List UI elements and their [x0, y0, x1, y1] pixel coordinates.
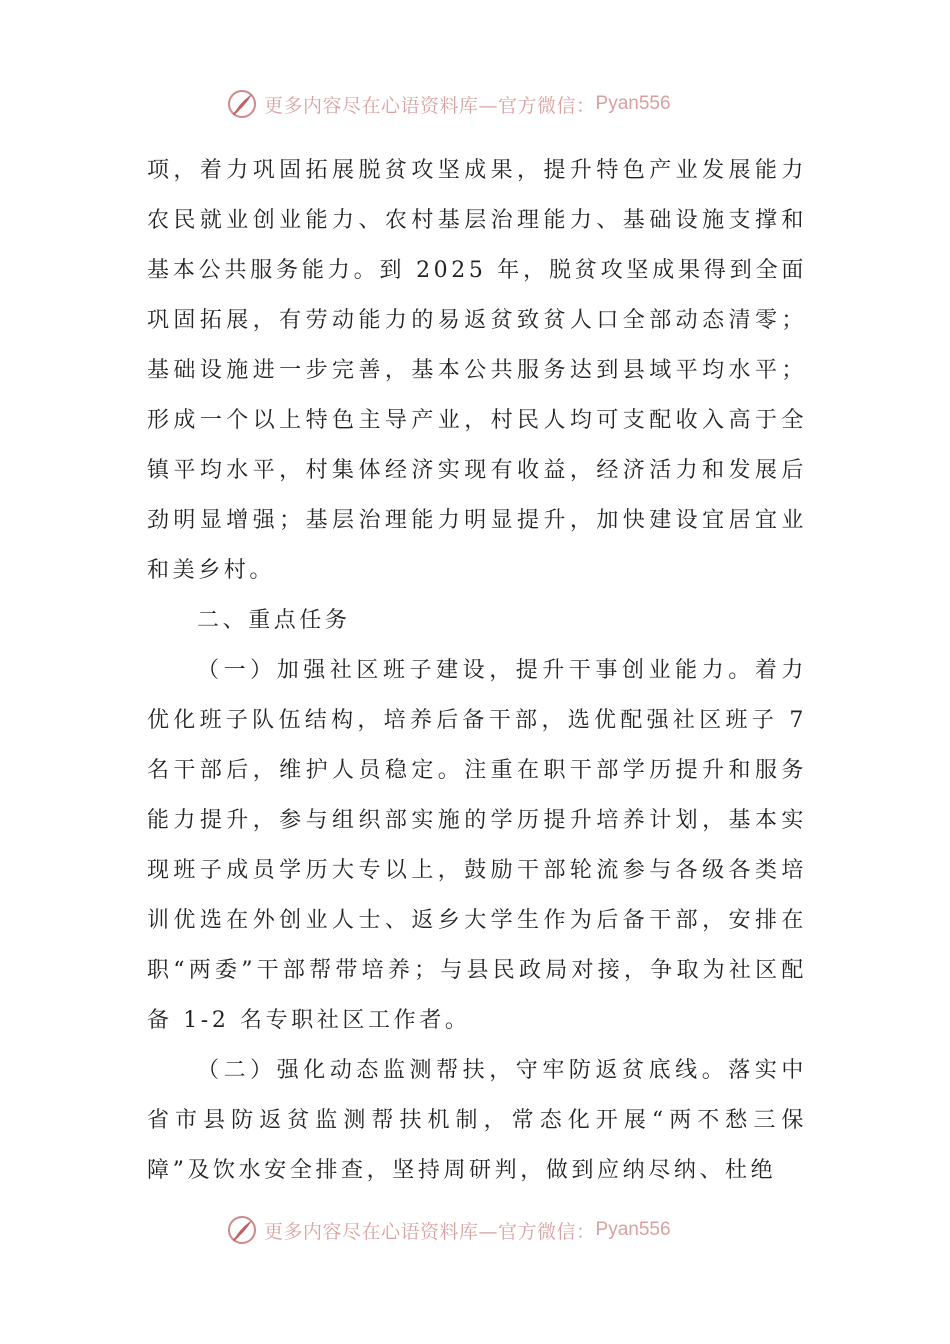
watermark-text: 更多内容尽在心语资料库—官方微信： [264, 1220, 596, 1243]
watermark-header [226, 87, 671, 121]
watermark-text: 更多内容尽在心语资料库—官方微信： [264, 94, 596, 117]
paragraph-task-2: （二）强化动态监测帮扶，守牢防返贫底线。落实中省市县防返贫监测帮扶机制，常态化开展“两不愁三保障”及饮水安全排查，坚持周研判，做到应纳尽纳、杜绝 [147, 1058, 807, 1183]
quill-logo-icon [226, 88, 258, 120]
paragraph-task-1: （一）加强社区班子建设，提升干事创业能力。着力优化班子队伍结构，培养后备干部，选优配强社区班子 7 名干部后，维护人员稳定。注重在职干部学历提升和服务能力提升，参与组织部实施的学历提升培养计划，基本实现班子成员学历大专以上，鼓励干部轮流参与各级各类培训优选在外创业人士、返乡大学生作为后备干部，安排在职“两委”干部帮带培养；与县民政局对接，争取为社区配备 1-2 名专职社区工作者。 [147, 658, 807, 1033]
document-body [147, 146, 807, 1196]
watermark-footer [226, 1213, 671, 1247]
watermark-wechat-id: Pyan556 [595, 93, 671, 114]
section-heading-key-tasks: 二、重点任务 [197, 608, 351, 633]
quill-logo-icon [226, 1214, 258, 1246]
paragraph-goals: 项，着力巩固拓展脱贫攻坚成果，提升特色产业发展能力农民就业创业能力、农村基层治理能力、基础设施支撑和基本公共服务能力。到 2025 年，脱贫攻坚成果得到全面巩固拓展，有劳动能力的易返贫致贫人口全部动态清零；基础设施进一步完善，基本公共服务达到县域平均水平；形成一个以上特色主导产业，村民人均可支配收入高于全镇平均水平，村集体经济实现有收益，经济活力和发展后劲明显增强；基层治理能力明显提升，加快建设宜居宜业和美乡村。 [147, 158, 807, 583]
watermark-wechat-id: Pyan556 [595, 1219, 671, 1240]
